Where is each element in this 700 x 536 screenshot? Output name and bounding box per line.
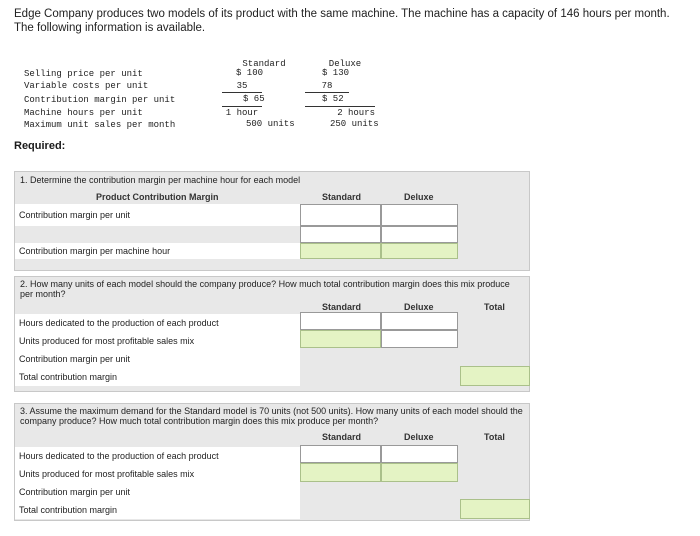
info-standard-price: $ 100 [236,68,264,78]
q3-row-total-cm [15,501,300,519]
q2-hours-deluxe-input[interactable] [382,333,457,349]
q2-question: 2. How many units of each model should the company produce? How much total contribution margin does this mix produce per month? [20,279,510,299]
q3-row-units-label: Units produced for most profitable sales mix [19,469,195,479]
q1-cm-unit-standard-cell [300,204,381,226]
q3-units-standard-cell [300,463,381,482]
q3-total-cm-input[interactable] [461,501,529,519]
info-standard-max: 500 units [246,119,295,129]
q1-header-deluxe: Deluxe [404,192,434,202]
q1-row-cm-per-unit [15,204,300,226]
info-deluxe-variable: 78 [305,80,349,93]
q3-header-total: Total [484,432,505,442]
q2-row-units [15,332,300,350]
required-heading: Required: [14,140,66,152]
q2-row-cm-unit-label: Contribution margin per unit [19,354,131,364]
q2-total-cm-input[interactable] [461,368,529,386]
q1-cm-hour-standard-cell [300,243,381,259]
q1-cm-unit-deluxe-input[interactable] [382,205,457,225]
q3-top-deluxe-cell [381,445,458,463]
q3-header-deluxe: Deluxe [404,432,434,442]
q1-cm-hour-deluxe-input[interactable] [382,247,457,261]
q2-row-units-label: Units produced for most profitable sales mix [19,336,195,346]
q3-row-units [15,465,300,483]
q1-cm-hour-deluxe-cell [381,243,458,259]
q2-row-hours-label: Hours dedicated to the production of each product [19,318,219,328]
q2-total-cm-cell [460,366,530,386]
q3-units-standard-input[interactable] [301,466,380,483]
q1-row-cm-per-hour-label: Contribution margin per machine hour [19,246,171,256]
q1-blank-deluxe-cell [381,226,458,243]
q3-row-hours [15,447,300,465]
q2-top-deluxe-input[interactable] [382,315,457,331]
q1-header-standard: Standard [322,192,362,202]
info-header-deluxe: Deluxe [328,59,362,69]
info-deluxe-price: $ 130 [322,68,350,78]
q3-header-standard: Standard [322,432,362,442]
info-standard-variable: 35 [222,80,262,93]
q3-top-standard-cell [300,445,381,463]
info-deluxe-max: 250 units [330,119,379,129]
q2-hours-standard-input[interactable] [301,333,380,349]
info-deluxe-hours: 2 hours [305,106,375,119]
q2-row-total-cm-label: Total contribution margin [19,372,118,382]
q1-question: 1. Determine the contribution margin per machine hour for each model [20,175,301,185]
q3-row-cm-unit [15,483,300,501]
q1-col-title: Product Contribution Margin [96,192,219,202]
q3-row-total-cm-label: Total contribution margin [19,505,118,515]
q3-question: 3. Assume the maximum demand for the Standard model is 70 units (not 500 units). How many units of each model should the company produce? How much total contribution margin does this mix produce per month? [20,406,523,426]
q2-top-standard-input[interactable] [301,315,380,331]
problem-intro: Edge Company produces two models of its product with the same machine. The machine has a capacity of 146 hours per month. The following information is available. [14,8,670,34]
info-standard-hours: 1 hour [222,106,262,119]
info-label-selling-price: Selling price per unit [24,69,143,79]
info-header-standard: Standard [242,59,286,69]
q2-row-hours [15,314,300,332]
q1-cm-hour-standard-input[interactable] [301,247,380,261]
q1-cm-unit-deluxe-cell [381,204,458,226]
q2-header-deluxe: Deluxe [404,302,434,312]
q2-header-total: Total [484,302,505,312]
q2-header-standard: Standard [322,302,362,312]
info-label-variable-costs: Variable costs per unit [24,81,149,91]
info-deluxe-cm: $ 52 [322,94,344,104]
q3-row-hours-label: Hours dedicated to the production of each product [19,451,219,461]
q1-row-cm-per-hour [15,243,300,259]
q3-top-deluxe-input[interactable] [382,448,457,464]
q3-top-standard-input[interactable] [301,448,380,464]
q2-top-standard-cell [300,312,381,330]
q2-row-total-cm [15,368,300,386]
q2-top-deluxe-cell [381,312,458,330]
info-label-machine-hours: Machine hours per unit [24,108,143,118]
q3-total-cm-cell [460,499,530,519]
info-standard-cm: $ 65 [243,94,265,104]
q2-row-cm-unit [15,350,300,368]
q1-cm-unit-standard-input[interactable] [301,205,380,225]
q3-units-deluxe-input[interactable] [382,466,457,483]
q3-row-cm-unit-label: Contribution margin per unit [19,487,131,497]
q1-blank-standard-cell [300,226,381,243]
q2-hours-standard-cell [300,330,381,348]
info-label-max-sales: Maximum unit sales per month [24,120,176,130]
q2-hours-deluxe-cell [381,330,458,348]
q3-units-deluxe-cell [381,463,458,482]
info-label-contribution-margin: Contribution margin per unit [24,95,176,105]
q1-row-cm-per-unit-label: Contribution margin per unit [19,210,131,220]
